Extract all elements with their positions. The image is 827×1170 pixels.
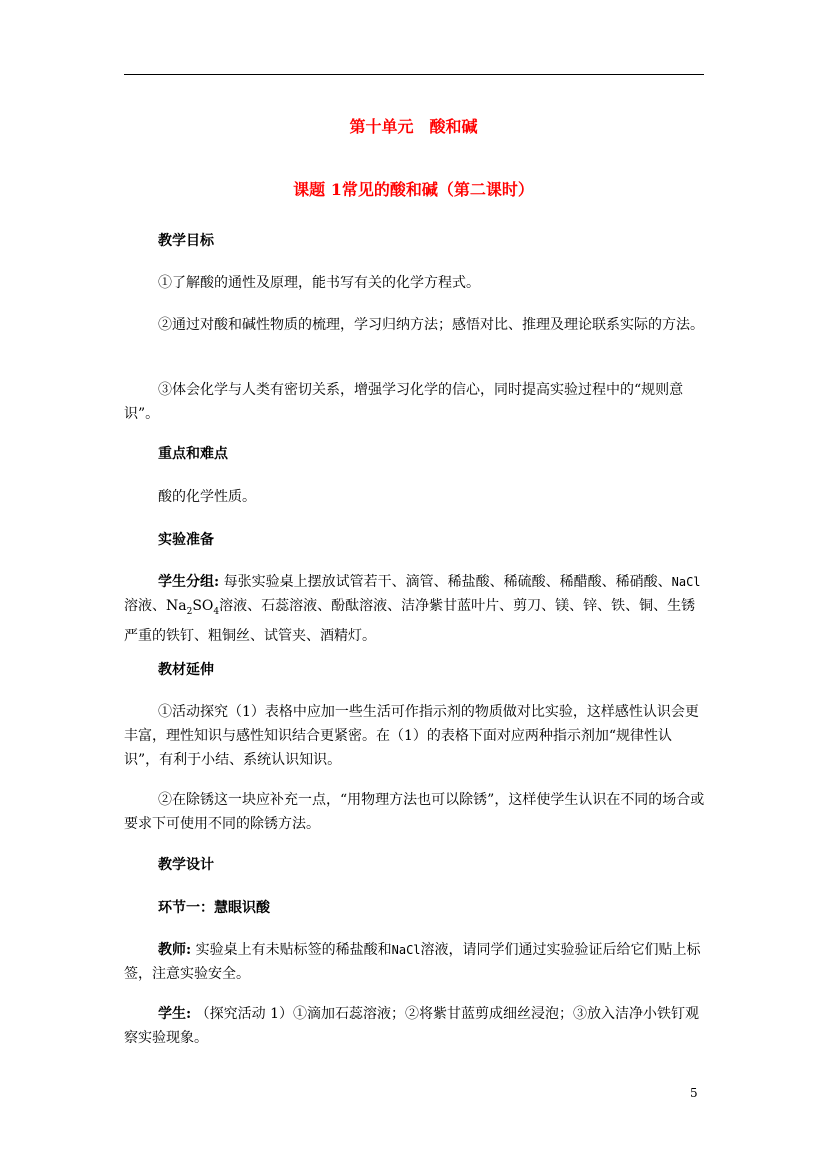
- objective-1: ①了解酸的通性及原理，能书写有关的化学方程式。: [158, 275, 480, 291]
- student-paragraph: [124, 1002, 706, 1050]
- objectives-heading: 教学目标: [158, 233, 214, 249]
- objective-2: ②通过对酸和碱性物质的梳理，学习归纳方法；感悟对比、推理及理论联系实际的方法。: [158, 317, 704, 333]
- section-1-heading: 环节一：慧眼识酸: [158, 900, 270, 916]
- unit-title: 第十单元 酸和碱: [349, 117, 478, 136]
- design-heading: 教学设计: [158, 857, 214, 873]
- key-points-heading: 重点和难点: [158, 446, 228, 462]
- teacher-text-a: 实验桌上有未贴标签的稀盐酸和: [191, 942, 392, 958]
- extension-1: ①活动探究（1）表格中应加一些生活可作指示剂的物质做对比实验，这样感性认识会更丰富，理性知识与感性知识结合更紧密。在（1）的表格下面对应两种指示剂加“规律性认识”，有利于小结、系统认识知识。: [124, 704, 699, 768]
- student-text: （探究活动 1）①滴加石蕊溶液；②将紫甘蓝剪成细丝浸泡；③放入洁净小铁钉观察实验现象。: [124, 1006, 699, 1046]
- extension-2: ②在除锈这一块应补充一点，“用物理方法也可以除锈”，这样使学生认识在不同的场合或要求下可使用不同的除锈方法。: [124, 792, 705, 832]
- preparation-paragraph: [124, 570, 706, 648]
- key-points-text: 酸的化学性质。: [158, 489, 256, 505]
- subscript-4: 4: [213, 606, 220, 617]
- page-number: 5: [690, 1086, 698, 1100]
- extension-heading: 教材延伸: [158, 662, 214, 678]
- preparation-text-b: 溶液、Na: [124, 598, 187, 614]
- lesson-title: 课题 1常见的酸和碱（第二课时）: [293, 180, 534, 199]
- student-label: 学生:: [158, 1006, 192, 1022]
- teacher-nacl: NaCl: [391, 943, 421, 957]
- header-rule: [124, 74, 704, 75]
- teacher-text-b: 溶液，请同学们通过实验验证后给它们贴上标签，注意实验安全。: [124, 942, 701, 982]
- teacher-paragraph: [124, 938, 706, 986]
- preparation-text-a: 每张实验桌上摆放试管若干、滴管、稀盐酸、稀硫酸、稀醋酸、稀硝酸、: [219, 574, 672, 590]
- preparation-text-c: 溶液、石蕊溶液、酚酞溶液、洁净紫甘蓝叶片、剪刀、镁、锌、铁、铜、生锈严重的铁钉、粗铜丝、试管夹、酒精灯。: [124, 598, 696, 644]
- preparation-label: 学生分组:: [158, 574, 220, 590]
- teacher-label: 教师:: [158, 942, 192, 958]
- subscript-2: 2: [186, 606, 193, 617]
- so-formula: SO: [192, 598, 214, 614]
- preparation-heading: 实验准备: [158, 532, 214, 548]
- nacl-formula: NaCl: [671, 575, 701, 589]
- objective-3: ③体会化学与人类有密切关系，增强学习化学的信心，同时提高实验过程中的“规则意识”。: [124, 382, 684, 422]
